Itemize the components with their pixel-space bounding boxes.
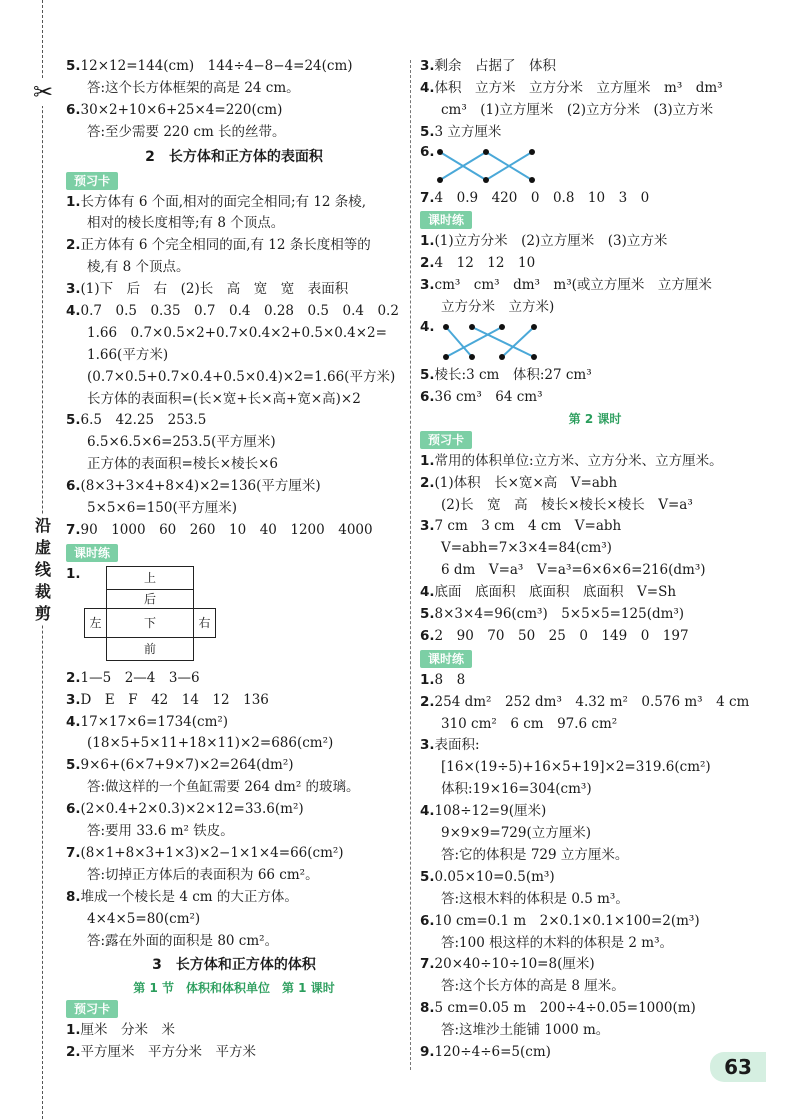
answer-text: 10 cm=0.1 m 2×0.1×0.1×100=2(m³) <box>434 912 700 929</box>
answer-text: (0.7×0.5+0.7×0.4+0.5×0.4)×2=1.66(平方米) <box>87 368 396 385</box>
answer-text: 相对的棱长度相等;有 8 个顶点。 <box>87 215 285 232</box>
answer-text: 6.5×6.5×6=253.5(平方厘米) <box>87 434 276 451</box>
answer-line <box>420 100 770 122</box>
answer-line <box>420 538 770 560</box>
item-number: 6. <box>66 801 81 818</box>
answer-text: 答:这根木料的体积是 0.5 m³。 <box>441 890 629 907</box>
answer-line <box>66 843 402 865</box>
item-number: 3. <box>66 281 81 298</box>
answer-text: 答:切掉正方体后的表面积为 66 cm²。 <box>87 866 319 883</box>
answer-text: 答:它的体积是 729 立方厘米。 <box>441 846 629 863</box>
cut-label-char: 剪 <box>34 604 51 623</box>
answer-text: 310 cm² 6 cm 97.6 cm² <box>441 715 618 732</box>
answer-text: (1)下 后 右 (2)长 高 宽 宽 表面积 <box>80 281 349 298</box>
answer-line <box>66 301 402 323</box>
left-lesson-answers <box>66 668 402 953</box>
right-top-answers <box>420 56 770 144</box>
answer-text: 棱,有 8 个顶点。 <box>87 259 190 276</box>
answer-line <box>420 779 770 801</box>
right-lesson-answers <box>420 231 770 319</box>
answer-text: 堆成一个棱长是 4 cm 的大正方体。 <box>80 888 298 905</box>
answer-line <box>66 668 402 690</box>
answer-line <box>66 367 402 389</box>
cut-label-char: 沿 <box>34 516 51 535</box>
answer-text: 答:要用 33.6 m² 铁皮。 <box>87 823 234 840</box>
answer-text: 4 12 12 10 <box>434 255 536 272</box>
answer-line <box>420 692 770 714</box>
item-number: 4. <box>66 713 81 730</box>
answer-line <box>420 78 770 100</box>
net-face-back: 后 <box>106 589 194 609</box>
right-final-answers <box>420 670 770 1064</box>
lesson-2-title: 第 2 课时 <box>568 411 622 426</box>
answer-line <box>66 100 402 122</box>
answer-line <box>420 976 770 998</box>
answer-text: 4 0.9 420 0 0.8 10 3 0 <box>434 189 650 206</box>
answer-text: 答:这堆沙土能铺 1000 m。 <box>441 1022 610 1039</box>
answer-line <box>66 257 402 279</box>
answer-line <box>420 253 770 275</box>
answer-line <box>66 323 402 345</box>
answer-text: 0.05×10=0.5(m³) <box>434 868 555 885</box>
answer-line <box>420 231 770 253</box>
answer-text: 答:做这样的一个鱼缸需要 264 dm² 的玻璃。 <box>87 779 360 796</box>
answer-line <box>420 275 770 297</box>
answer-line <box>66 410 402 432</box>
answer-text: cm³ cm³ dm³ m³(或立方厘米 立方厘米 <box>434 277 712 294</box>
matching-diagram-6 <box>420 144 770 188</box>
answer-text: 答:露在外面的面积是 80 cm²。 <box>87 932 279 949</box>
answer-line <box>420 473 770 495</box>
item-number: 1. <box>66 565 81 582</box>
answer-line <box>420 670 770 692</box>
answer-line <box>420 823 770 845</box>
item-number: 4. <box>420 319 435 336</box>
answer-line <box>66 733 402 755</box>
item-number: 4. <box>420 803 435 820</box>
answer-line <box>420 735 770 757</box>
item-number: 3. <box>420 58 435 74</box>
answer-line <box>66 345 402 367</box>
answer-line <box>420 516 770 538</box>
answer-text: cm³ (1)立方厘米 (2)立方分米 (3)立方米 <box>441 101 714 118</box>
answer-text: (18×5+5×11+18×11)×2=686(cm²) <box>87 735 334 752</box>
answer-line <box>420 801 770 823</box>
answer-text: 1.66 0.7×0.5×2+0.7×0.4×2+0.5×0.4×2= <box>87 324 387 341</box>
answer-line <box>420 297 770 319</box>
answer-line <box>66 78 402 100</box>
item-number: 7. <box>420 956 435 973</box>
item-number: 7. <box>420 189 435 206</box>
item-number: 1. <box>66 193 81 210</box>
item-number: 5. <box>420 868 435 885</box>
answer-line <box>66 887 402 909</box>
net-face-left: 左 <box>84 608 107 638</box>
answer-line <box>420 714 770 736</box>
answer-text: 体积 立方米 立方分米 立方厘米 m³ dm³ <box>434 79 723 96</box>
answer-line <box>66 279 402 301</box>
answer-text: 7 cm 3 cm 4 cm V=abh <box>434 518 622 535</box>
item-number: 3. <box>420 277 435 294</box>
item-number: 5. <box>66 58 81 74</box>
answer-line <box>420 954 770 976</box>
net-face-front: 前 <box>106 637 194 661</box>
section-2-title: 2 长方体和正方体的表面积 <box>145 148 323 165</box>
answer-line <box>420 560 770 582</box>
answer-line <box>66 931 402 953</box>
preview-card-badge: 预习卡 <box>66 1000 118 1018</box>
answer-text: 12×12=144(cm) 144÷4−8−4=24(cm) <box>80 58 353 74</box>
answer-text: [16×(19÷5)+16×5+19]×2=319.6(cm²) <box>441 759 711 776</box>
item-number: 5. <box>420 606 435 623</box>
item-number: 7. <box>66 844 81 861</box>
answer-text: 6.5 42.25 253.5 <box>80 412 207 429</box>
answer-text: 8×3×4=96(cm³) 5×5×5=125(dm³) <box>434 606 685 623</box>
answer-text: 90 1000 60 260 10 40 1200 4000 <box>80 521 373 538</box>
answer-line <box>66 213 402 235</box>
answer-text: V=abh=7×3×4=84(cm³) <box>441 540 612 557</box>
matching-diagram-4 <box>420 319 770 365</box>
item-number: 6. <box>420 912 435 929</box>
item-number: 2. <box>66 1044 81 1061</box>
answer-line <box>66 192 402 214</box>
answer-text: 棱长:3 cm 体积:27 cm³ <box>434 367 592 384</box>
answer-line <box>420 365 770 387</box>
item-number: 5. <box>420 123 435 140</box>
lesson-practice-badge: 课时练 <box>420 650 472 668</box>
item-number: 3. <box>66 691 81 708</box>
cut-label-char: 线 <box>34 560 51 579</box>
item-number: 8. <box>420 1000 435 1017</box>
page-number: 63 <box>710 1052 766 1082</box>
answer-line <box>420 867 770 889</box>
answer-line <box>66 498 402 520</box>
answer-text: 剩余 占据了 体积 <box>434 58 557 74</box>
answer-text: 底面 底面积 底面积 底面积 V=Sh <box>434 584 677 601</box>
section-3-title: 3 长方体和正方体的体积 <box>152 957 316 974</box>
answer-text: 9×9×9=729(立方厘米) <box>441 825 592 842</box>
answer-text: 36 cm³ 64 cm³ <box>434 388 543 405</box>
answer-line <box>66 799 402 821</box>
preview-card-badge: 预习卡 <box>420 431 472 449</box>
answer-line <box>66 690 402 712</box>
cut-label-char: 裁 <box>34 582 51 601</box>
item-number: 5. <box>66 757 81 774</box>
answer-line <box>66 454 402 476</box>
answer-text: 3 立方厘米 <box>434 123 502 140</box>
answer-text: (2×0.4+2×0.3)×2×12=33.6(m²) <box>80 801 304 818</box>
lesson-practice-badge: 课时练 <box>420 211 472 229</box>
answer-text: 答:至少需要 220 cm 长的丝带。 <box>87 123 286 140</box>
item-number: 1. <box>420 233 435 250</box>
lesson-practice-badge: 课时练 <box>66 544 118 562</box>
item-number: 2. <box>420 255 435 272</box>
answer-text: 6 dm V=a³ V=a³=6×6×6=216(dm³) <box>441 562 706 579</box>
answer-line <box>420 1020 770 1042</box>
answer-text: 9×6+(6×7+9×7)×2=264(dm²) <box>80 757 294 774</box>
right-column <box>420 56 770 1064</box>
answer-line <box>66 865 402 887</box>
item-number: 3. <box>420 518 435 535</box>
answer-line <box>420 911 770 933</box>
matching-lines <box>434 321 574 363</box>
item-number: 5. <box>420 367 435 384</box>
answer-line <box>420 933 770 955</box>
item-number: 7. <box>66 521 81 538</box>
answer-text: 254 dm² 252 dm³ 4.32 m² 0.576 m³ 4 cm <box>434 693 750 710</box>
item-number: 1. <box>66 1022 81 1039</box>
answer-text: 30×2+10×6+25×4=220(cm) <box>80 101 283 118</box>
item-number: 2. <box>420 474 435 491</box>
answer-line <box>420 889 770 911</box>
item-number: 3. <box>420 737 435 754</box>
item-number: 1. <box>420 452 435 469</box>
answer-text: 答:100 根这样的木料的体积是 2 m³。 <box>441 934 673 951</box>
answer-line <box>66 520 402 542</box>
answer-text: 5×5×6=150(平方厘米) <box>87 500 238 517</box>
item-number: 4. <box>420 79 435 96</box>
answer-text: 120÷4÷6=5(cm) <box>434 1043 551 1060</box>
answer-line <box>66 755 402 777</box>
answer-line <box>66 1042 402 1064</box>
matching-lines <box>434 146 554 186</box>
answer-line <box>66 122 402 144</box>
answer-line <box>420 56 770 78</box>
answer-text: (8×1+8×3+1×3)×2−1×1×4=66(cm²) <box>80 844 344 861</box>
left-top-answers <box>66 56 402 144</box>
answer-line <box>420 845 770 867</box>
item-number: 4. <box>66 303 81 320</box>
answer-line <box>66 1020 402 1042</box>
cube-net-diagram <box>66 564 402 668</box>
answer-text: 表面积: <box>434 737 480 754</box>
answer-line <box>420 604 770 626</box>
answer-line <box>66 712 402 734</box>
answer-text: 常用的体积单位:立方米、立方分米、立方厘米。 <box>434 452 723 469</box>
answer-line <box>420 387 770 409</box>
answer-line <box>66 56 402 78</box>
answer-text: 5 cm=0.05 m 200÷4÷0.05=1000(m) <box>434 1000 696 1017</box>
left-preview-answers <box>66 192 402 542</box>
answer-text: 1.66(平方米) <box>87 346 169 363</box>
answer-text: 正方体有 6 个完全相同的面,有 12 条长度相等的 <box>80 237 371 254</box>
cut-label-char: 虚 <box>34 538 51 557</box>
answer-text: 17×17×6=1734(cm²) <box>80 713 229 730</box>
left-bottom-answers <box>66 1020 402 1064</box>
answer-line <box>420 582 770 604</box>
section-3-subtitle: 第 1 节 体积和体积单位 第 1 课时 <box>133 981 335 996</box>
answer-line <box>420 122 770 144</box>
answer-text: (1)体积 长×宽×高 V=abh <box>434 474 618 491</box>
answer-line <box>420 626 770 648</box>
answer-line <box>66 909 402 931</box>
item-number: 5. <box>66 412 81 429</box>
answer-line <box>420 495 770 517</box>
answer-text: 平方厘米 平方分米 平方米 <box>80 1044 257 1061</box>
answer-text: 0.7 0.5 0.35 0.7 0.4 0.28 0.5 0.4 0.2 <box>80 303 399 320</box>
answer-text: 答:这个长方体的高是 8 厘米。 <box>441 978 625 995</box>
answer-text: 正方体的表面积=棱长×棱长×6 <box>87 456 279 473</box>
right-lesson-answers-2 <box>420 365 770 409</box>
answer-line <box>420 757 770 779</box>
item-number: 2. <box>66 669 81 686</box>
answer-text: (8×3+3×4+8×4)×2=136(平方厘米) <box>80 478 321 495</box>
answer-text: D E F 42 14 12 136 <box>80 691 269 708</box>
answer-text: 答:这个长方体框架的高是 24 cm。 <box>87 79 300 96</box>
answer-text: 4×4×5=80(cm²) <box>87 910 201 927</box>
preview-card-badge: 预习卡 <box>66 172 118 190</box>
right-item-7 <box>420 188 770 210</box>
item-number: 8. <box>66 888 81 905</box>
column-divider <box>410 60 411 1070</box>
answer-text: 厘米 分米 米 <box>80 1022 176 1039</box>
answer-text: (2)长 宽 高 棱长×棱长×棱长 V=a³ <box>441 496 693 513</box>
answer-line <box>66 235 402 257</box>
right-preview-answers <box>420 451 770 648</box>
left-column <box>66 56 402 1064</box>
answer-line <box>66 476 402 498</box>
item-number: 6. <box>420 143 435 160</box>
answer-line <box>420 188 770 210</box>
item-number: 9. <box>420 1043 435 1060</box>
answer-text: (1)立方分米 (2)立方厘米 (3)立方米 <box>434 233 668 250</box>
answer-line <box>66 389 402 411</box>
cut-along-dashed-line-label <box>34 515 52 625</box>
net-face-down: 下 <box>106 608 194 638</box>
answer-text: 8 8 <box>434 671 466 688</box>
item-number: 2. <box>420 693 435 710</box>
scissors-icon: ✂ <box>30 78 56 106</box>
answer-text: 立方分米 立方米) <box>441 299 555 316</box>
net-face-right: 右 <box>193 608 216 638</box>
item-number: 4. <box>420 584 435 601</box>
item-number: 6. <box>420 388 435 405</box>
item-number: 6. <box>66 478 81 495</box>
answer-line <box>66 821 402 843</box>
item-number: 2. <box>66 237 81 254</box>
answer-text: 1—5 2—4 3—6 <box>80 669 200 686</box>
answer-text: 2 90 70 50 25 0 149 0 197 <box>434 627 689 644</box>
answer-text: 长方体有 6 个面,相对的面完全相同;有 12 条棱, <box>80 193 367 210</box>
item-number: 1. <box>420 671 435 688</box>
answer-line <box>420 998 770 1020</box>
item-number: 6. <box>420 627 435 644</box>
answer-text: 108÷12=9(厘米) <box>434 803 547 820</box>
answer-line <box>66 432 402 454</box>
answer-text: 20×40÷10÷10=8(厘米) <box>434 956 595 973</box>
net-face-top: 上 <box>106 566 194 590</box>
item-number: 6. <box>66 101 81 118</box>
answer-text: 体积:19×16=304(cm³) <box>441 781 592 798</box>
answer-line <box>420 451 770 473</box>
answer-line <box>66 777 402 799</box>
answer-text: 长方体的表面积=(长×宽+长×高+宽×高)×2 <box>87 390 361 407</box>
